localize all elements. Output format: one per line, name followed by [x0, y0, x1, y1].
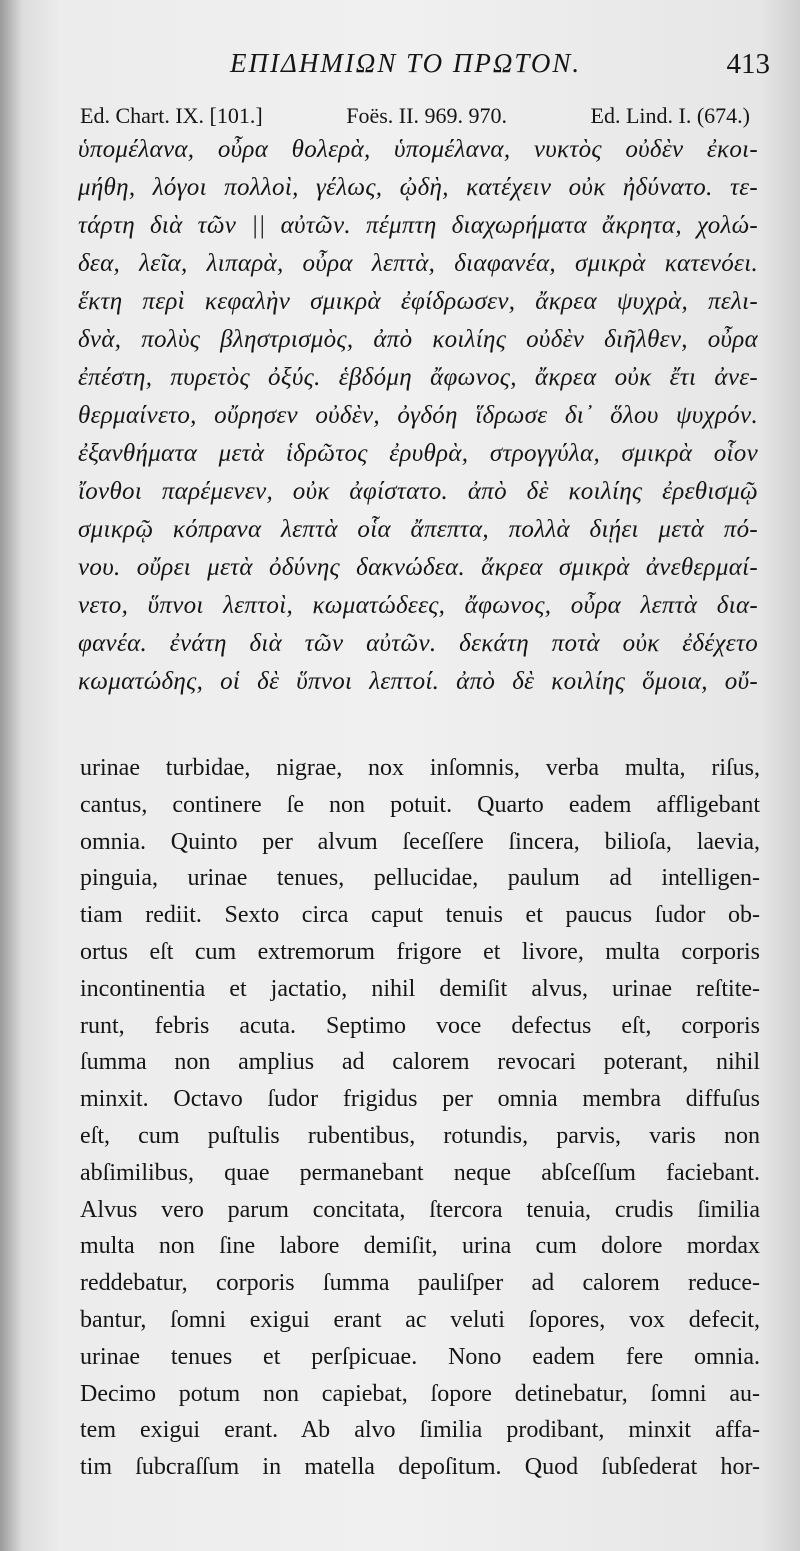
- running-title: ΕΠΙΔΗΜΙΩΝ ΤΟ ΠΡΩΤΟΝ.: [230, 48, 582, 78]
- latin-line: ſumma non amplius ad calorem revocari poterant, nihil: [80, 1049, 760, 1076]
- greek-line: ὑπομέλανα, οὖρα θολερὰ, ὑπομέλανα, νυκτὸς οὐδὲν ἐκοι-: [78, 136, 758, 163]
- latin-line: Alvus vero parum concitata, ſtercora tenuia, crudis ſimilia: [80, 1196, 760, 1223]
- latin-line: tim ſubcraſſum in matella depoſitum. Quod ſubſederat hor-: [80, 1454, 760, 1481]
- edition-references: [80, 103, 750, 129]
- greek-line: δνὰ, πολὺς βληστρισμὸς, ἀπὸ κοιλίης οὐδὲν διῆλθεν, οὖρα: [78, 326, 758, 353]
- greek-line: δεα, λεῖα, λιπαρὰ, οὖρα λεπτὰ, διαφανέα, σμικρὰ κατενόει.: [78, 250, 758, 277]
- greek-line: φανέα. ἐνάτη διὰ τῶν αὐτῶν. δεκάτη ποτὰ οὐκ ἐδέχετο: [78, 630, 758, 657]
- latin-line: tem exigui erant. Ab alvo ſimilia prodibant, minxit affa-: [80, 1417, 760, 1444]
- latin-line: Decimo potum non capiebat, ſopore detinebatur, ſomni au-: [80, 1380, 760, 1407]
- greek-line: νετο, ὕπνοι λεπτοὶ, κωματώδεες, ἄφωνος, οὖρα λεπτὰ δια-: [78, 592, 758, 619]
- latin-line: ortus eſt cum extremorum frigore et livore, multa corporis: [80, 938, 760, 965]
- latin-line: urinae turbidae, nigrae, nox inſomnis, verba multa, riſus,: [80, 755, 760, 781]
- latin-line: abſimilibus, quae permanebant neque abſceſſum faciebant.: [80, 1159, 760, 1186]
- latin-line: pinguia, urinae tenues, pellucidae, paulum ad intelligen-: [80, 865, 760, 892]
- latin-line: bantur, ſomni exigui erant ac veluti ſopores, vox defecit,: [80, 1306, 760, 1333]
- latin-line: multa non ſine labore demiſit, urina cum dolore mordax: [80, 1233, 760, 1260]
- latin-line: minxit. Octavo ſudor frigidus per omnia membra diffuſus: [80, 1086, 760, 1113]
- greek-line: θερμαίνετο, οὔρησεν οὐδὲν, ὀγδόη ἵδρωσε δι᾽ ὅλου ψυχρόν.: [78, 402, 758, 429]
- ref-lind: Ed. Lind. I. (674.): [590, 103, 750, 128]
- page-number: 413: [726, 48, 770, 80]
- latin-line: cantus, continere ſe non potuit. Quarto eadem affligebant: [80, 791, 760, 818]
- latin-line: tiam rediit. Sexto circa caput tenuis et paucus ſudor ob-: [80, 902, 760, 929]
- latin-line: incontinentia et jactatio, nihil demiſit alvus, urinae reſtite-: [80, 975, 760, 1002]
- latin-text-block: [80, 755, 760, 1491]
- greek-text-block: [78, 136, 758, 706]
- latin-line: omnia. Quinto per alvum ſeceſſere ſincera, bilioſa, laevia,: [80, 828, 760, 855]
- latin-line: reddebatur, corporis ſumma pauliſper ad calorem reduce-: [80, 1270, 760, 1297]
- greek-line: ἕκτη περὶ κεφαλὴν σμικρὰ ἐφίδρωσεν, ἄκρεα ψυχρὰ, πελι-: [78, 288, 758, 315]
- greek-line: κωματώδης, οἱ δὲ ὕπνοι λεπτοί. ἀπὸ δὲ κοιλίης ὅμοια, οὔ-: [78, 668, 758, 695]
- page-header: [70, 48, 770, 88]
- greek-line: ἴονθοι παρέμενεν, οὐκ ἀφίστατο. ἀπὸ δὲ κοιλίης ἐρεθισμῷ: [78, 478, 758, 505]
- greek-line: μήθη, λόγοι πολλοὶ, γέλως, ᾠδὴ, κατέχειν οὐκ ἠδύνατο. τε-: [78, 174, 758, 201]
- greek-line: τάρτη διὰ τῶν || αὐτῶν. πέμπτη διαχωρήματα ἄκρητα, χολώ-: [78, 212, 758, 239]
- ref-chartier: Ed. Chart. IX. [101.]: [80, 103, 263, 128]
- greek-line: ἐξανθήματα μετὰ ἱδρῶτος ἐρυθρὰ, στρογγύλα, σμικρὰ οἷον: [78, 440, 758, 467]
- greek-line: ἐπέστη, πυρετὸς ὀξύς. ἑβδόμη ἄφωνος, ἄκρεα οὐκ ἔτι ἀνε-: [78, 364, 758, 391]
- latin-line: runt, febris acuta. Septimo voce defectus eſt, corporis: [80, 1012, 760, 1039]
- ref-foes: Foës. II. 969. 970.: [346, 103, 507, 128]
- latin-line: urinae tenues et perſpicuae. Nono eadem fere omnia.: [80, 1343, 760, 1370]
- latin-line: eſt, cum puſtulis rubentibus, rotundis, parvis, varis non: [80, 1122, 760, 1149]
- greek-line: νου. οὔρει μετὰ ὀδύνης δακνώδεα. ἄκρεα σμικρὰ ἀνεθερμαί-: [78, 554, 758, 581]
- greek-line: σμικρῷ κόπρανα λεπτὰ οἷα ἄπεπτα, πολλὰ διῄει μετὰ πό-: [78, 516, 758, 543]
